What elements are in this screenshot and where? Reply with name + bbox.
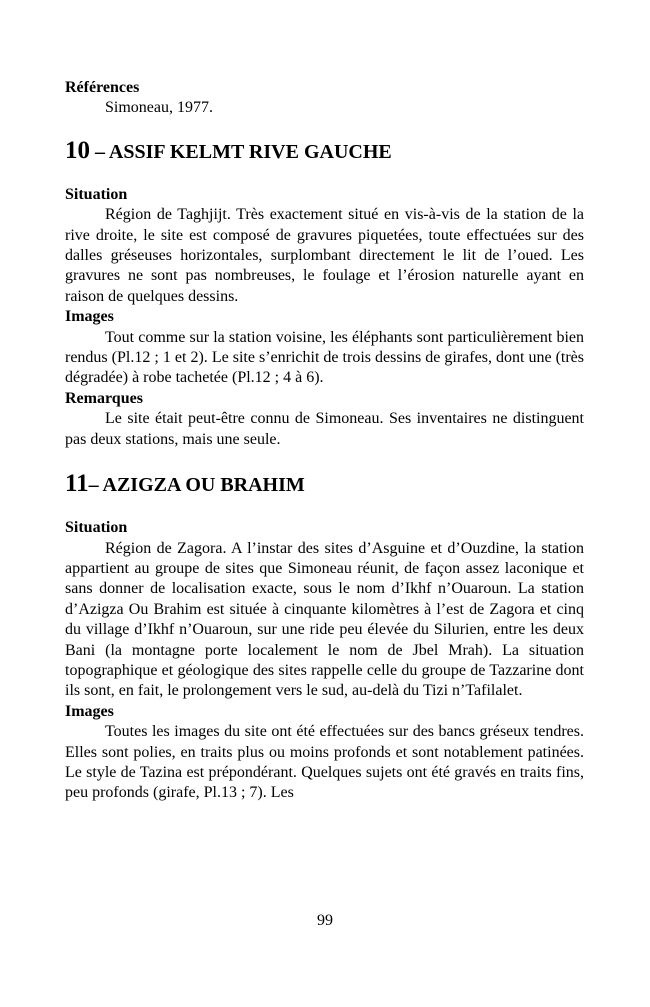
document-page xyxy=(65,78,584,804)
references-text: Simoneau, 1977. xyxy=(105,99,213,117)
section-11-images-label: Images xyxy=(65,702,114,720)
section-11-situation-paragraph: Région de Zagora. A l’instar des sites d’Asguine et d’Ouzdine, la station appartient au groupe de sites que Simoneau réunit, de façon assez laconique et sans donner de localisation exacte, sous le nom d’Ikhf n’Ouaroun. La station d’Azigza Ou Brahim est située à cinquante kilomètres à l’est de Zagora et cinq du village d’Ikhf n’Ouaroun, sur une ride peu élevée du Silurien, entre les deux Bani (la montagne porte localement le nom de Jbel Mrah). La situation topographique et géologique des sites rappelle celle du groupe de Tazzarine dont ils sont, en fait, le prolongement vers le sud, au-delà du Tizi n’Tafilalet. xyxy=(65,539,584,700)
section-10-situation-label: Situation xyxy=(65,185,128,203)
section-11-number: 11 xyxy=(65,470,89,498)
section-11-images-paragraph: Toutes les images du site ont été effectuées sur des bancs gréseux tendres. Elles sont polies, en traits plus ou moins profonds et sont notablement patinées. Le style de Tazina est prépondérant. Quelques sujets ont été gravés en traits fins, peu profonds (girafe, Pl.13 ; 7). Les xyxy=(65,723,584,802)
section-10-number: 10 xyxy=(65,136,90,164)
section-11-heading xyxy=(65,471,584,498)
section-11-title: – AZIGZA OU BRAHIM xyxy=(88,474,305,497)
section-10-title: – ASSIF KELMT RIVE GAUCHE xyxy=(90,140,392,163)
section-10-heading xyxy=(65,138,584,165)
section-10-remarks-paragraph: Le site était peut-être connu de Simoneau. Ses inventaires ne distinguent pas deux stations, mais une seule. xyxy=(65,410,584,448)
section-10-situation-paragraph: Région de Taghjijt. Très exactement situé en vis-à-vis de la station de la rive droite, le site est composé de gravures piquetées, toute effectuées sur des dalles gréseuses horizontales, surplombant directement le lit de l’oued. Les gravures ne sont pas nombreuses, le foulage et l’érosion naturelle ayant en raison de quelques dessins. xyxy=(65,206,584,305)
section-10-images-label: Images xyxy=(65,308,114,326)
section-11-situation-label: Situation xyxy=(65,519,128,537)
references-label: Références xyxy=(65,79,140,96)
section-10-remarks-label: Remarques xyxy=(65,389,143,407)
page-number: 99 xyxy=(317,912,333,929)
section-10-images-paragraph: Tout comme sur la station voisine, les éléphants sont particulièrement bien rendus (Pl.12 ; 1 et 2). Le site s’enrichit de trois dessins de girafes, dont une (très dégradée) à robe tachetée (Pl.12 ; 4 à 6). xyxy=(65,328,584,387)
